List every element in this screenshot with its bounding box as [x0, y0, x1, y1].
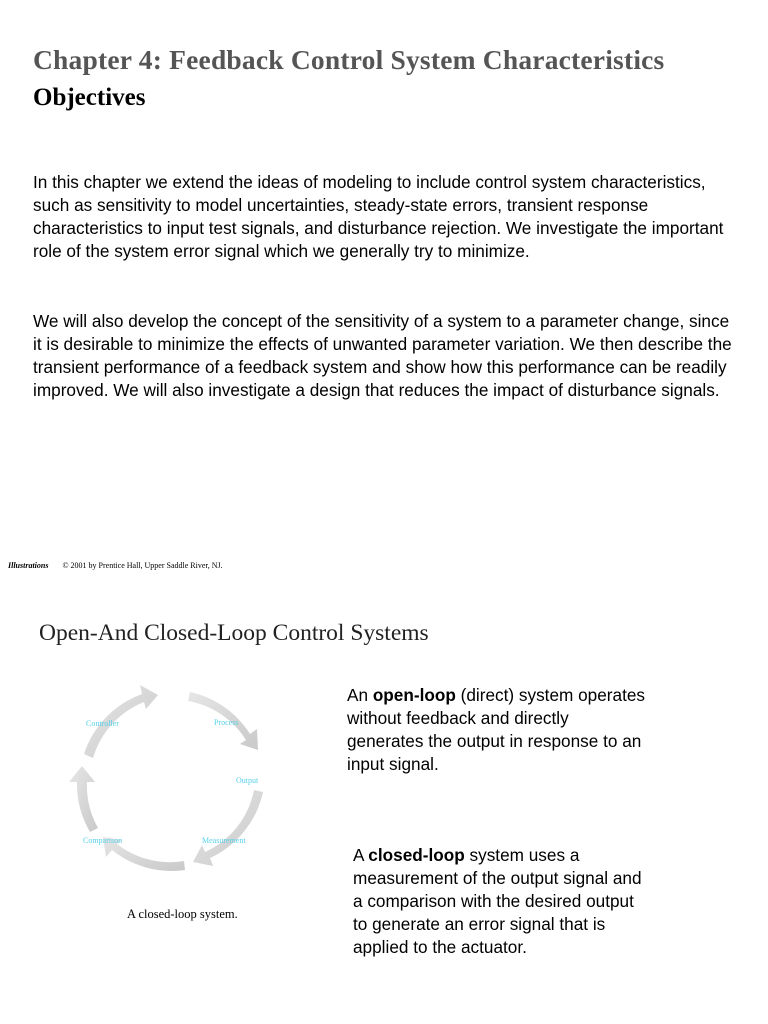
- closed-loop-term: closed-loop: [368, 845, 465, 865]
- open-loop-term: open-loop: [372, 685, 456, 705]
- cycle-arrow-output: [193, 790, 263, 866]
- diagram-label-output: Output: [236, 776, 259, 785]
- objectives-paragraph-1: In this chapter we extend the ideas of modeling to include control system characteristics, such as sensitivity to model uncertainties, steady-state errors, transient response characteristics to input test signals, and disturbance rejection. We investigate the important role of the system error signal which we generally try to minimize.: [33, 172, 724, 261]
- objectives-paragraph-2: We will also develop the concept of the sensitivity of a system to a parameter change, since it is desirable to minimize the effects of unwanted parameter variation. We then describe the transient performance of a feedback system and show how this performance can be readily improved. We will also investigate a design that reduces the impact of disturbance signals.: [33, 311, 732, 400]
- closed-loop-cycle-diagram: [60, 682, 290, 882]
- footer-label: Illustrations: [8, 561, 49, 570]
- chapter-title: Chapter 4: Feedback Control System Characteristics: [33, 44, 665, 75]
- slide-open-closed-loop: [0, 590, 768, 1024]
- diagram-label-controller: Controller: [86, 719, 119, 728]
- cycle-arrow-comparison: [69, 766, 98, 832]
- slide-title: Open-And Closed-Loop Control Systems: [39, 620, 429, 646]
- diagram-label-process: Process: [214, 718, 239, 727]
- objectives-heading: Objectives: [33, 84, 146, 111]
- closed-loop-prefix: A: [353, 845, 369, 865]
- open-loop-description: [347, 684, 647, 776]
- open-loop-prefix: An: [347, 685, 373, 705]
- slide-footer: [8, 561, 223, 570]
- open-loop-rest: (direct) system operates without feedback and directly generates the output in response to an input signal.: [347, 685, 645, 774]
- diagram-label-comparison: Comparison: [83, 836, 123, 845]
- closed-loop-description: [353, 844, 643, 959]
- footer-copyright: © 2001 by Prentice Hall, Upper Saddle River, NJ.: [62, 561, 223, 570]
- closed-loop-rest: system uses a measurement of the output signal and a comparison with the desired output to generate an error signal that is applied to the actuator.: [353, 845, 642, 957]
- diagram-label-measurement: Measurement: [202, 836, 246, 845]
- diagram-caption: A closed-loop system.: [127, 907, 238, 921]
